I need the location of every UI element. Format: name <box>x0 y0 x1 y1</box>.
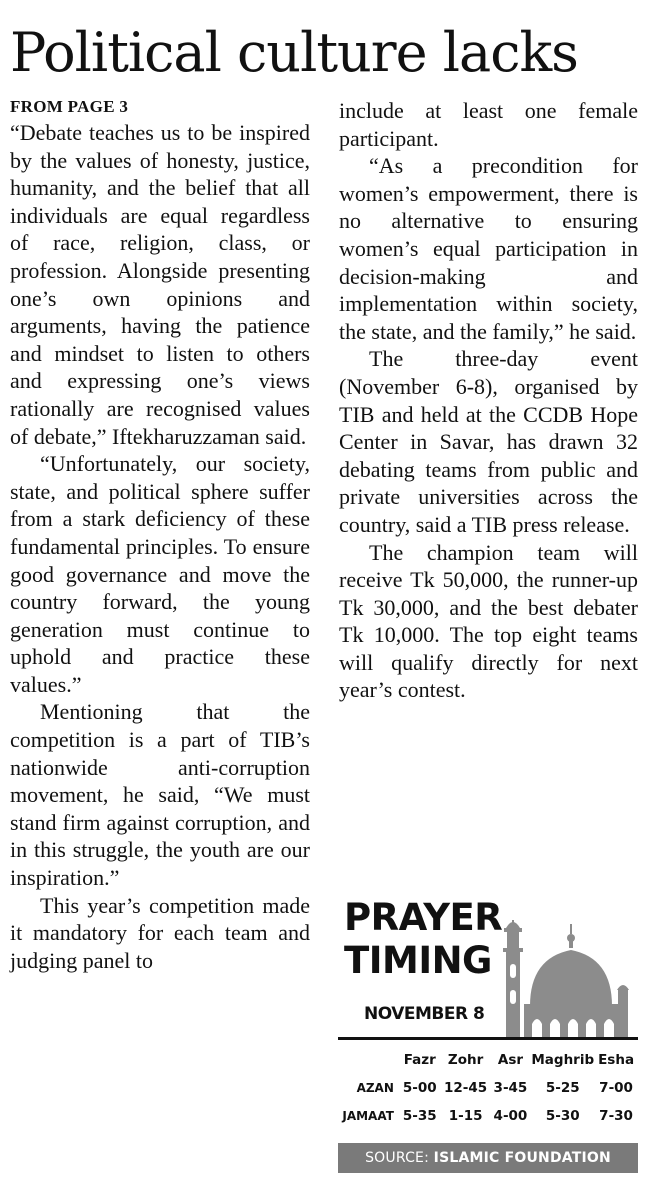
time-cell: 5-30 <box>545 1108 580 1124</box>
row-label: AZAN <box>356 1081 394 1095</box>
paragraph: This year’s competition made it mandatory for each team and judging panel to <box>10 892 310 973</box>
article-column-1 <box>10 97 310 974</box>
prayer-times-table <box>338 1046 638 1130</box>
source-bar <box>338 1143 638 1173</box>
column-header: Fazr <box>403 1052 436 1068</box>
time-cell: 7-00 <box>599 1080 633 1096</box>
time-cell: 5-35 <box>402 1108 437 1124</box>
source-prefix: SOURCE: <box>365 1150 434 1166</box>
table-row <box>338 1102 638 1130</box>
column-header: Esha <box>598 1052 635 1068</box>
source-name: ISLAMIC FOUNDATION <box>433 1150 611 1166</box>
paragraph: “Debate teaches us to be inspired by the values of honesty, justice, humanity, and the belief that all individuals are equal regardless of race, religion, class, or profession. Alongside presenting one’s own opinions and arguments, having the patience and mindset to listen to others and expressing one’s views rationally are recognised values of debate,” Iftekharuzzaman said. <box>10 120 310 449</box>
column-header: Maghrib <box>531 1052 595 1068</box>
prayer-divider <box>338 1037 638 1040</box>
column-header: Zohr <box>447 1052 484 1068</box>
paragraph: The champion team will receive Tk 50,000, the runner-up Tk 30,000, and the best debater Tk 10,000. The top eight teams will qualify directly for next year’s contest. <box>339 539 638 703</box>
time-cell: 5-00 <box>402 1080 437 1096</box>
time-cell: 4-00 <box>493 1108 528 1124</box>
table-header-row <box>338 1046 638 1074</box>
prayer-timing-title <box>344 896 502 982</box>
header-blank <box>338 1046 398 1074</box>
paragraph: Mentioning that the competition is a part of TIB’s nationwide anti-corruption movement, he said, “We must stand firm against corruption, and in this struggle, the youth are our inspiration.” <box>10 699 310 891</box>
paragraph: “Unfortunately, our society, state, and political sphere suffer from a stark deficiency of these fundamental principles. To ensure good governance and move the country forward, the young generation must continue to uphold and practice these values.” <box>10 451 310 697</box>
paragraph: “As a precondition for women’s empowerment, there is no alternative to ensuring women’s equal participation in decision-making and implementation within society, the state, and the family,” he said. <box>339 153 638 344</box>
prayer-title-line1: PRAYER <box>344 896 503 939</box>
paragraph: include at least one female participant. <box>339 98 638 151</box>
time-cell: 5-25 <box>545 1080 580 1096</box>
paragraph: The three-day event (November 6-8), organised by TIB and held at the CCDB Hope Center in Savar, has drawn 32 debating teams from public and private universities across the country, said a TIB press release. <box>339 346 638 537</box>
time-cell: 7-30 <box>599 1108 633 1124</box>
prayer-title-line2: TIMING <box>344 939 492 982</box>
time-cell: 3-45 <box>493 1080 528 1096</box>
prayer-date: NOVEMBER 8 <box>364 1004 485 1024</box>
table-row <box>338 1074 638 1102</box>
prayer-timing-box <box>338 890 638 1175</box>
mosque-icon <box>500 898 636 1038</box>
article-column-2 <box>339 97 638 704</box>
row-label: JAMAAT <box>342 1109 394 1123</box>
page-jump-kicker: FROM PAGE 3 <box>10 97 129 116</box>
time-cell: 1-15 <box>448 1108 483 1124</box>
headline: Political culture lacks <box>10 21 578 84</box>
time-cell: 12-45 <box>444 1080 488 1096</box>
column-header: Asr <box>497 1052 524 1068</box>
